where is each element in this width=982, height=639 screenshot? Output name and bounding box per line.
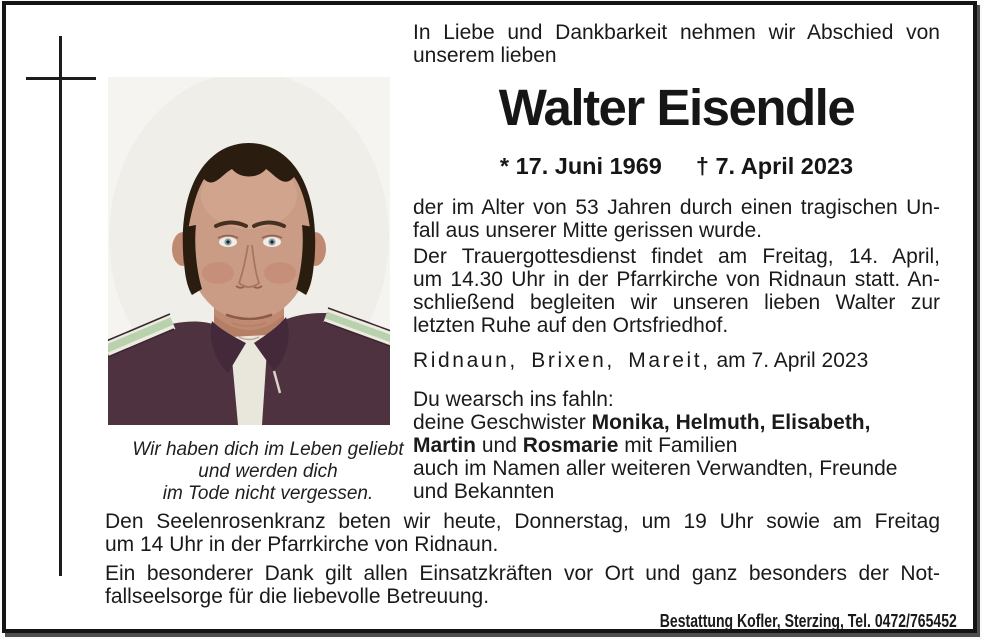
cross-icon: [59, 36, 62, 576]
service-paragraph: Der Trauergottesdienst findet am Freitag, 14. April, um 14.30 Uhr in der Pfarrkirche von Ridnaun statt. An- schließend begleiten wir unseren lieben Walter zur letzten Ruhe auf den Ortsfriedhof.: [413, 245, 940, 337]
family-paragraph: Du wearsch ins fahln: deine Geschwister Monika, Helmuth, Elisabeth, Martin und Rosmarie mit Familien auch im Namen aller weiteren Verwandten, Freunde und Bekannten: [413, 388, 898, 503]
death-date: † 7. April 2023: [695, 153, 854, 179]
deceased-name: Walter Eisendle: [498, 79, 855, 136]
birth-date: * 17. Juni 1969: [499, 153, 662, 179]
intro-text: In Liebe und Dankbarkeit nehmen wir Abschied von unserem lieben: [413, 21, 940, 67]
obituary-page: [2, 1, 977, 633]
portrait-illustration: [108, 77, 390, 425]
rosary-paragraph: Den Seelenrosenkranz beten wir heute, Donnerstag, um 19 Uhr sowie am Freitag um 14 Uhr in der Pfarrkirche von Ridnaun.: [105, 510, 940, 556]
thanks-paragraph: Ein besonderer Dank gilt allen Einsatzkräften vor Ort und ganz besonders der Not- fallseelsorge für die liebevolle Betreuung.: [105, 562, 940, 608]
cross-icon-bar: [26, 77, 96, 80]
places-date-line: Ridnaun, Brixen, Mareit, am 7. April 2023: [413, 349, 869, 372]
accident-paragraph: der im Alter von 53 Jahren durch einen tragischen Un- fall aus unserer Mitte gerissen wurde.: [413, 196, 940, 242]
portrait-photo: [108, 77, 390, 425]
funeral-home-text: Bestattung Kofler, Sterzing, Tel. 0472/765452: [659, 611, 957, 631]
memorial-verse: Wir haben dich im Leben geliebt und werden dich im Tode nicht vergessen.: [132, 439, 404, 504]
life-dates: [413, 153, 940, 180]
funeral-home-line: [105, 611, 957, 631]
